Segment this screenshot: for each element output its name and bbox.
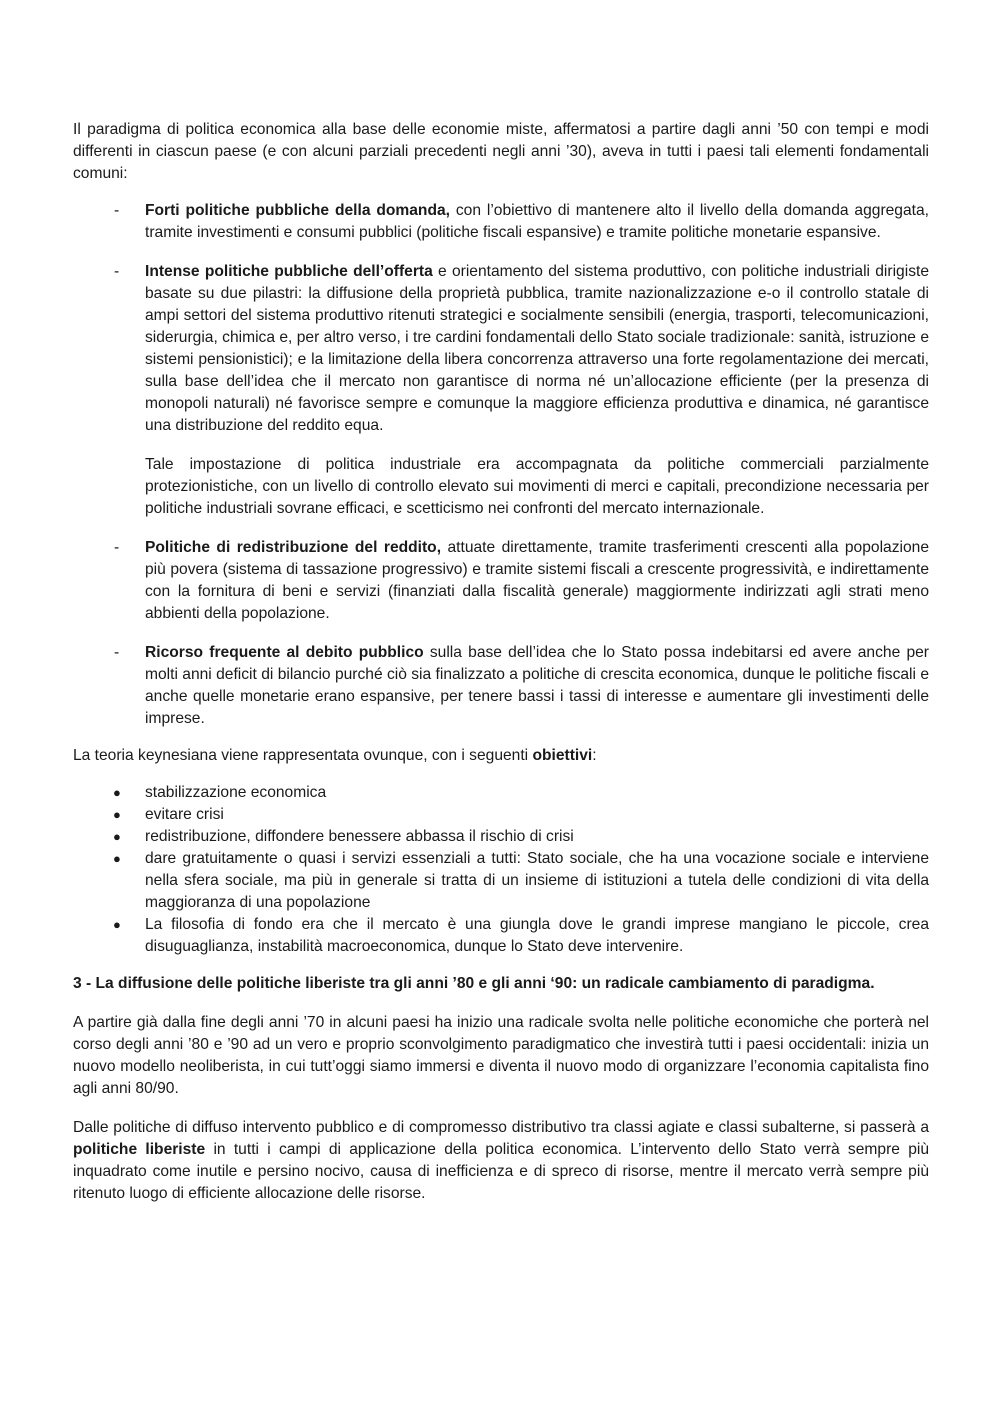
objective-text: stabilizzazione economica [145,784,327,801]
paragraph-bold: politiche liberiste [73,1141,206,1158]
objective-item [73,804,929,826]
list-item-bold: Intense politiche pubbliche dell’offerta [145,263,433,280]
list-item [73,642,929,730]
list-item-bold: Forti politiche pubbliche della domanda, [145,202,450,219]
list-item [73,537,929,625]
section-heading: 3 - La diffusione delle politiche liberiste tra gli anni ’80 e gli anni ‘90: un radicale cambiamento di paradigma. [73,975,875,992]
list-item-bold: Ricorso frequente al debito pubblico [145,644,424,661]
list-item [73,261,929,520]
dash-marker: - [114,263,120,280]
list-item-body: attuate direttamente, tramite trasferimenti crescenti alla popolazione più povera (sistema di tassazione progressivo) e tramite sistemi fiscali a crescente progressività, e indirettamente con la fornitura di beni e servizi (finanziati dalla fiscalità generale) maggiormente indirizzati agli strati meno abbienti della popolazione. [145,539,929,622]
objective-text: dare gratuitamente o quasi i servizi essenziali a tutti: Stato sociale, che ha una vocazione sociale e interviene nella sfera sociale, ma più in generale si tratta di un insieme di istituzioni a tutela delle condizioni di vita della maggioranza di una popolazione [145,850,929,911]
list-item-text [145,200,929,244]
objective-text: evitare crisi [145,806,224,823]
page-content [73,119,929,1222]
paragraph-text: Dalle politiche di diffuso intervento pubblico e di compromesso distributivo tra classi agiate e classi subalterne, si passerà a [73,1119,929,1136]
bullet-marker: ● [113,917,121,932]
list-item-bold: Politiche di redistribuzione del reddito, [145,539,442,556]
body-paragraph [73,1117,929,1205]
list-item-text [145,261,929,437]
objective-item [73,848,929,914]
keynes-colon: : [592,747,597,764]
dash-marker: - [114,644,120,661]
objective-text: redistribuzione, diffondere benessere abbassa il rischio di crisi [145,828,574,845]
bullet-marker: ● [113,829,121,844]
objective-item [73,914,929,958]
paragraph-text: in tutti i campi di applicazione della politica economica. L’intervento dello Stato verrà sempre più inquadrato come inutile e persino nocivo, causa di inefficienza e di spreco di risorse, mentre il mercato verrà sempre più ritenuto luogo di efficiente allocazione delle risorse. [73,1141,930,1202]
list-item [73,200,929,244]
list-item-text [145,537,929,625]
keynes-paragraph [73,745,929,767]
list-item-extra-paragraph: Tale impostazione di politica industriale era accompagnata da politiche commerciali parzialmente protezionistiche, con un livello di controllo elevato sui movimenti di merci e capitali, precondizione necessaria per politiche industriali sovrane efficaci, e scetticismo nei confronti del mercato internazionale. [145,456,929,517]
bullet-marker: ● [113,807,121,822]
body-paragraph: A partire già dalla fine degli anni ’70 in alcuni paesi ha inizio una radicale svolta nelle politiche economiche che porterà nel corso degli anni ’80 e ’90 ad un vero e proprio sconvolgimento paradigmatico che investirà tutti i paesi occidentali: inizia un nuovo modello neoliberista, in cui tutt’oggi siamo immersi e diventa il nuovo modo di organizzare l’economia capitalista fino agli anni 80/90. [73,1014,929,1097]
list-item-text [145,642,929,730]
keynes-bold: obiettivi [532,747,593,764]
list-item-body: con l’obiettivo di mantenere alto il livello della domanda aggregata, tramite investimenti e consumi pubblici (politiche fiscali espansive) e tramite politiche monetarie espansive. [145,202,929,241]
objectives-list [73,782,929,958]
bullet-marker: ● [113,851,121,866]
bullet-marker: ● [113,785,121,800]
common-elements-list [73,200,929,730]
objective-text: La filosofia di fondo era che il mercato è una giungla dove le grandi imprese mangiano le piccole, crea disuguaglianza, instabilità macroeconomica, dunque lo Stato deve intervenire. [145,916,929,955]
keynes-text: La teoria keynesiana viene rappresentata ovunque, con i seguenti [73,747,533,764]
objective-item [73,782,929,804]
list-item-body: e orientamento del sistema produttivo, con politiche industriali dirigiste basate su due pilastri: la diffusione della proprietà pubblica, tramite nazionalizzazione e-o il controllo statale di ampi settori del sistema produttivo ritenuti strategici e socialmente sensibili (energia, trasporti, telecomunicazioni, siderurgia, chimica e, per altro verso, i tre cardini fondamentali dello Stato sociale tradizionale: sanità, istruzione e sistemi pensionistici); e la limitazione della libera concorrenza attraverso una forte regolamentazione dei mercati, sulla base dell’idea che il mercato non garantisce di norma né un’allocazione efficiente (per la presenza di monopoli naturali) né favorisce sempre e comunque la maggiore efficienza produttiva e dinamica, né garantisce una distribuzione del reddito equa. [145,263,929,434]
list-item-body: sulla base dell’idea che lo Stato possa indebitarsi ed avere anche per molti anni deficit di bilancio purché ciò sia finalizzato a politiche di crescita economica, dunque le politiche fiscali e anche quelle monetarie erano espansive, per tenere bassi i tassi di interesse e aumentare gli investimenti delle imprese. [145,644,929,727]
dash-marker: - [114,539,120,556]
intro-paragraph: Il paradigma di politica economica alla base delle economie miste, affermatosi a partire dagli anni ’50 con tempi e modi differenti in ciascun paese (e con alcuni parziali precedenti negli anni ’30), aveva in tutti i paesi tali elementi fondamentali comuni: [73,121,929,182]
objective-item [73,826,929,848]
dash-marker: - [114,202,120,219]
